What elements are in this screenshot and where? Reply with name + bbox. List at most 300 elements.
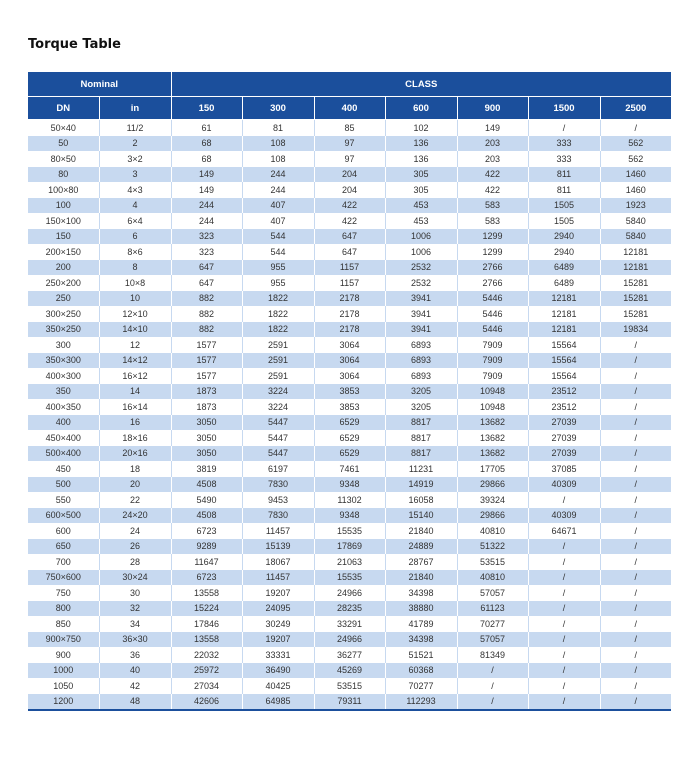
cell-class-300: 5447: [242, 430, 314, 446]
cell-dn: 550: [28, 492, 99, 508]
cell-class-300: 15139: [242, 539, 314, 555]
cell-dn: 300: [28, 337, 99, 353]
cell-class-1500: 12181: [528, 306, 600, 322]
cell-class-300: 108: [242, 136, 314, 152]
cell-class-600: 34398: [385, 632, 457, 648]
cell-class-400: 204: [314, 167, 385, 183]
cell-class-2500: /: [600, 678, 671, 694]
cell-class-1500: 6489: [528, 275, 600, 291]
cell-class-2500: /: [600, 585, 671, 601]
cell-in: 48: [99, 694, 171, 711]
cell-class-900: 39324: [457, 492, 528, 508]
cell-class-400: 647: [314, 244, 385, 260]
cell-class-150: 882: [171, 306, 242, 322]
cell-class-2500: /: [600, 477, 671, 493]
cell-class-400: 2178: [314, 306, 385, 322]
cell-class-900: 7909: [457, 337, 528, 353]
column-header-class-600: 600: [385, 97, 457, 120]
cell-class-900: /: [457, 694, 528, 711]
cell-class-1500: 15564: [528, 368, 600, 384]
cell-class-150: 42606: [171, 694, 242, 711]
cell-in: 18: [99, 461, 171, 477]
cell-class-400: 1157: [314, 260, 385, 276]
cell-class-2500: /: [600, 694, 671, 711]
column-header-in: in: [99, 97, 171, 120]
cell-class-300: 11457: [242, 523, 314, 539]
cell-class-600: 3205: [385, 384, 457, 400]
cell-class-400: 9348: [314, 477, 385, 493]
cell-class-150: 17846: [171, 616, 242, 632]
cell-class-2500: 15281: [600, 291, 671, 307]
cell-class-2500: /: [600, 368, 671, 384]
cell-class-150: 6723: [171, 523, 242, 539]
cell-class-300: 7830: [242, 477, 314, 493]
cell-class-400: 7461: [314, 461, 385, 477]
cell-class-1500: /: [528, 663, 600, 679]
cell-class-1500: 27039: [528, 446, 600, 462]
cell-class-1500: /: [528, 554, 600, 570]
cell-class-2500: 12181: [600, 260, 671, 276]
cell-class-150: 13558: [171, 585, 242, 601]
cell-dn: 1200: [28, 694, 99, 711]
cell-dn: 400×300: [28, 368, 99, 384]
cell-class-600: 3941: [385, 306, 457, 322]
table-row: [28, 415, 671, 431]
table-row: [28, 430, 671, 446]
cell-class-300: 11457: [242, 570, 314, 586]
cell-class-600: 305: [385, 182, 457, 198]
column-header-class-150: 150: [171, 97, 242, 120]
cell-in: 6: [99, 229, 171, 245]
table-body: [28, 120, 671, 711]
cell-class-2500: /: [600, 523, 671, 539]
cell-in: 10: [99, 291, 171, 307]
cell-class-600: 6893: [385, 368, 457, 384]
cell-in: 40: [99, 663, 171, 679]
cell-class-400: 17869: [314, 539, 385, 555]
cell-class-400: 85: [314, 120, 385, 136]
cell-class-600: 3941: [385, 322, 457, 338]
table-row: [28, 523, 671, 539]
cell-in: 16×14: [99, 399, 171, 415]
cell-dn: 150: [28, 229, 99, 245]
cell-class-150: 61: [171, 120, 242, 136]
cell-dn: 500×400: [28, 446, 99, 462]
cell-class-150: 11647: [171, 554, 242, 570]
cell-class-300: 407: [242, 198, 314, 214]
table-row: [28, 120, 671, 136]
column-header-class-400: 400: [314, 97, 385, 120]
table-row: [28, 632, 671, 648]
cell-in: 16: [99, 415, 171, 431]
cell-class-2500: /: [600, 446, 671, 462]
cell-class-1500: 15564: [528, 337, 600, 353]
cell-class-900: /: [457, 663, 528, 679]
cell-class-150: 1873: [171, 384, 242, 400]
cell-class-400: 422: [314, 213, 385, 229]
cell-class-400: 28235: [314, 601, 385, 617]
cell-class-400: 3064: [314, 353, 385, 369]
table-row: [28, 477, 671, 493]
cell-class-300: 2591: [242, 353, 314, 369]
cell-class-1500: 64671: [528, 523, 600, 539]
cell-class-900: 10948: [457, 384, 528, 400]
table-row: [28, 694, 671, 711]
cell-class-300: 2591: [242, 337, 314, 353]
cell-dn: 350: [28, 384, 99, 400]
cell-class-900: 5446: [457, 306, 528, 322]
table-row: [28, 585, 671, 601]
cell-class-2500: /: [600, 616, 671, 632]
cell-class-2500: /: [600, 632, 671, 648]
cell-class-2500: /: [600, 663, 671, 679]
cell-class-2500: /: [600, 601, 671, 617]
cell-class-400: 9348: [314, 508, 385, 524]
cell-class-150: 244: [171, 213, 242, 229]
cell-class-600: 305: [385, 167, 457, 183]
cell-class-900: 29866: [457, 508, 528, 524]
table-row: [28, 213, 671, 229]
cell-class-150: 4508: [171, 508, 242, 524]
cell-class-2500: /: [600, 120, 671, 136]
cell-class-300: 5447: [242, 446, 314, 462]
cell-dn: 350×300: [28, 353, 99, 369]
cell-class-600: 8817: [385, 415, 457, 431]
cell-class-900: 7909: [457, 368, 528, 384]
cell-class-150: 13558: [171, 632, 242, 648]
cell-class-900: 61123: [457, 601, 528, 617]
cell-class-150: 647: [171, 275, 242, 291]
cell-class-300: 40425: [242, 678, 314, 694]
cell-class-300: 1822: [242, 291, 314, 307]
cell-class-400: 33291: [314, 616, 385, 632]
cell-class-600: 6893: [385, 337, 457, 353]
cell-dn: 900: [28, 647, 99, 663]
cell-class-150: 22032: [171, 647, 242, 663]
cell-class-600: 15140: [385, 508, 457, 524]
cell-class-2500: 1460: [600, 167, 671, 183]
cell-class-150: 6723: [171, 570, 242, 586]
cell-dn: 1050: [28, 678, 99, 694]
cell-class-600: 28767: [385, 554, 457, 570]
cell-class-900: 40810: [457, 523, 528, 539]
cell-class-2500: 562: [600, 151, 671, 167]
column-header-class-300: 300: [242, 97, 314, 120]
cell-class-900: 13682: [457, 430, 528, 446]
cell-class-400: 53515: [314, 678, 385, 694]
table-row: [28, 570, 671, 586]
cell-class-400: 2178: [314, 322, 385, 338]
cell-class-1500: 2940: [528, 244, 600, 260]
cell-class-400: 647: [314, 229, 385, 245]
table-row: [28, 151, 671, 167]
cell-class-600: 136: [385, 136, 457, 152]
cell-class-300: 18067: [242, 554, 314, 570]
cell-class-1500: /: [528, 632, 600, 648]
cell-class-900: 203: [457, 151, 528, 167]
cell-class-300: 19207: [242, 632, 314, 648]
class-header: CLASS: [171, 72, 671, 97]
cell-class-600: 14919: [385, 477, 457, 493]
table-row: [28, 182, 671, 198]
cell-class-600: 34398: [385, 585, 457, 601]
cell-class-900: 81349: [457, 647, 528, 663]
cell-class-600: 21840: [385, 523, 457, 539]
cell-class-1500: 40309: [528, 477, 600, 493]
cell-in: 28: [99, 554, 171, 570]
table-row: [28, 136, 671, 152]
cell-class-600: 3205: [385, 399, 457, 415]
cell-class-400: 21063: [314, 554, 385, 570]
cell-class-150: 5490: [171, 492, 242, 508]
cell-class-400: 11302: [314, 492, 385, 508]
cell-class-2500: /: [600, 508, 671, 524]
cell-class-2500: /: [600, 647, 671, 663]
table-row: [28, 291, 671, 307]
cell-class-600: 60368: [385, 663, 457, 679]
cell-class-1500: 333: [528, 136, 600, 152]
cell-class-600: 6893: [385, 353, 457, 369]
cell-class-150: 68: [171, 151, 242, 167]
cell-class-1500: /: [528, 570, 600, 586]
cell-class-1500: 23512: [528, 384, 600, 400]
cell-in: 12: [99, 337, 171, 353]
cell-class-300: 1822: [242, 306, 314, 322]
cell-class-2500: /: [600, 570, 671, 586]
cell-class-400: 3064: [314, 368, 385, 384]
column-header-class-900: 900: [457, 97, 528, 120]
cell-dn: 300×250: [28, 306, 99, 322]
cell-class-1500: 27039: [528, 415, 600, 431]
cell-class-1500: 40309: [528, 508, 600, 524]
cell-in: 32: [99, 601, 171, 617]
cell-class-600: 112293: [385, 694, 457, 711]
cell-class-1500: /: [528, 694, 600, 711]
cell-class-1500: 2940: [528, 229, 600, 245]
cell-class-150: 25972: [171, 663, 242, 679]
cell-class-400: 15535: [314, 570, 385, 586]
cell-class-300: 544: [242, 244, 314, 260]
cell-class-400: 6529: [314, 430, 385, 446]
cell-class-2500: 15281: [600, 275, 671, 291]
cell-dn: 150×100: [28, 213, 99, 229]
cell-in: 20×16: [99, 446, 171, 462]
cell-dn: 450×400: [28, 430, 99, 446]
cell-class-150: 1577: [171, 337, 242, 353]
cell-class-1500: 811: [528, 167, 600, 183]
cell-class-400: 3853: [314, 384, 385, 400]
cell-class-400: 45269: [314, 663, 385, 679]
cell-in: 2: [99, 136, 171, 152]
cell-dn: 100: [28, 198, 99, 214]
cell-in: 14×10: [99, 322, 171, 338]
cell-class-900: 5446: [457, 322, 528, 338]
cell-class-300: 108: [242, 151, 314, 167]
cell-class-2500: /: [600, 415, 671, 431]
cell-in: 3×2: [99, 151, 171, 167]
cell-class-2500: 1460: [600, 182, 671, 198]
cell-in: 30×24: [99, 570, 171, 586]
table-row: [28, 554, 671, 570]
table-row: [28, 446, 671, 462]
cell-class-900: 17705: [457, 461, 528, 477]
cell-class-900: 1299: [457, 244, 528, 260]
cell-class-300: 7830: [242, 508, 314, 524]
cell-class-300: 244: [242, 167, 314, 183]
cell-class-1500: 1505: [528, 198, 600, 214]
cell-class-900: 583: [457, 198, 528, 214]
cell-class-2500: /: [600, 430, 671, 446]
cell-dn: 650: [28, 539, 99, 555]
cell-in: 26: [99, 539, 171, 555]
table-row: [28, 492, 671, 508]
cell-class-1500: 27039: [528, 430, 600, 446]
cell-class-1500: 37085: [528, 461, 600, 477]
cell-class-150: 3819: [171, 461, 242, 477]
cell-class-300: 19207: [242, 585, 314, 601]
cell-class-1500: /: [528, 678, 600, 694]
cell-class-600: 8817: [385, 430, 457, 446]
cell-class-400: 6529: [314, 446, 385, 462]
cell-class-300: 24095: [242, 601, 314, 617]
cell-class-600: 102: [385, 120, 457, 136]
table-row: [28, 461, 671, 477]
cell-dn: 80: [28, 167, 99, 183]
cell-in: 30: [99, 585, 171, 601]
cell-class-300: 1822: [242, 322, 314, 338]
cell-class-300: 64985: [242, 694, 314, 711]
cell-class-900: 57057: [457, 632, 528, 648]
cell-class-1500: /: [528, 585, 600, 601]
cell-class-600: 8817: [385, 446, 457, 462]
cell-class-2500: 562: [600, 136, 671, 152]
cell-dn: 700: [28, 554, 99, 570]
cell-class-600: 3941: [385, 291, 457, 307]
cell-class-2500: /: [600, 353, 671, 369]
cell-class-2500: 15281: [600, 306, 671, 322]
table-row: [28, 275, 671, 291]
cell-class-150: 149: [171, 167, 242, 183]
cell-class-300: 33331: [242, 647, 314, 663]
cell-class-2500: 12181: [600, 244, 671, 260]
cell-in: 6×4: [99, 213, 171, 229]
cell-in: 3: [99, 167, 171, 183]
cell-class-2500: 19834: [600, 322, 671, 338]
cell-class-900: 51322: [457, 539, 528, 555]
cell-class-300: 6197: [242, 461, 314, 477]
cell-in: 8: [99, 260, 171, 276]
cell-class-900: 70277: [457, 616, 528, 632]
table-row: [28, 167, 671, 183]
cell-class-150: 15224: [171, 601, 242, 617]
cell-dn: 600×500: [28, 508, 99, 524]
table-row: [28, 368, 671, 384]
cell-class-300: 244: [242, 182, 314, 198]
cell-dn: 750: [28, 585, 99, 601]
cell-class-1500: 23512: [528, 399, 600, 415]
cell-dn: 200×150: [28, 244, 99, 260]
cell-class-600: 2532: [385, 275, 457, 291]
cell-class-400: 24966: [314, 585, 385, 601]
cell-class-300: 2591: [242, 368, 314, 384]
cell-in: 20: [99, 477, 171, 493]
cell-class-600: 11231: [385, 461, 457, 477]
cell-dn: 450: [28, 461, 99, 477]
cell-class-900: 5446: [457, 291, 528, 307]
cell-class-600: 21840: [385, 570, 457, 586]
cell-class-300: 9453: [242, 492, 314, 508]
cell-class-150: 3050: [171, 446, 242, 462]
cell-class-300: 5447: [242, 415, 314, 431]
cell-class-900: 2766: [457, 260, 528, 276]
cell-dn: 250×200: [28, 275, 99, 291]
cell-in: 24: [99, 523, 171, 539]
table-row: [28, 399, 671, 415]
cell-in: 16×12: [99, 368, 171, 384]
cell-dn: 50: [28, 136, 99, 152]
cell-class-1500: 1505: [528, 213, 600, 229]
table-row: [28, 306, 671, 322]
cell-dn: 50×40: [28, 120, 99, 136]
torque-table: [28, 72, 671, 711]
table-row: [28, 229, 671, 245]
cell-class-150: 1577: [171, 368, 242, 384]
cell-class-900: 203: [457, 136, 528, 152]
cell-class-600: 2532: [385, 260, 457, 276]
column-header-dn: DN: [28, 97, 99, 120]
cell-class-150: 323: [171, 229, 242, 245]
cell-class-400: 36277: [314, 647, 385, 663]
cell-class-600: 453: [385, 198, 457, 214]
cell-class-300: 81: [242, 120, 314, 136]
cell-class-1500: 12181: [528, 291, 600, 307]
cell-class-150: 3050: [171, 415, 242, 431]
cell-class-400: 15535: [314, 523, 385, 539]
nominal-header: Nominal: [28, 72, 171, 97]
cell-class-2500: 5840: [600, 213, 671, 229]
cell-in: 42: [99, 678, 171, 694]
cell-class-1500: 15564: [528, 353, 600, 369]
cell-in: 12×10: [99, 306, 171, 322]
cell-class-600: 1006: [385, 229, 457, 245]
cell-class-600: 38880: [385, 601, 457, 617]
cell-class-600: 453: [385, 213, 457, 229]
cell-dn: 500: [28, 477, 99, 493]
cell-class-150: 323: [171, 244, 242, 260]
cell-class-150: 9289: [171, 539, 242, 555]
table-row: [28, 353, 671, 369]
cell-class-400: 97: [314, 151, 385, 167]
cell-class-900: 7909: [457, 353, 528, 369]
table-row: [28, 678, 671, 694]
cell-class-150: 149: [171, 182, 242, 198]
cell-dn: 850: [28, 616, 99, 632]
cell-class-300: 955: [242, 275, 314, 291]
cell-class-150: 1873: [171, 399, 242, 415]
cell-in: 4: [99, 198, 171, 214]
cell-class-300: 955: [242, 260, 314, 276]
cell-class-1500: 6489: [528, 260, 600, 276]
cell-class-1500: 333: [528, 151, 600, 167]
cell-dn: 800: [28, 601, 99, 617]
cell-class-300: 407: [242, 213, 314, 229]
cell-in: 8×6: [99, 244, 171, 260]
cell-class-150: 4508: [171, 477, 242, 493]
cell-class-400: 6529: [314, 415, 385, 431]
cell-class-1500: /: [528, 616, 600, 632]
cell-class-400: 24966: [314, 632, 385, 648]
cell-in: 36: [99, 647, 171, 663]
